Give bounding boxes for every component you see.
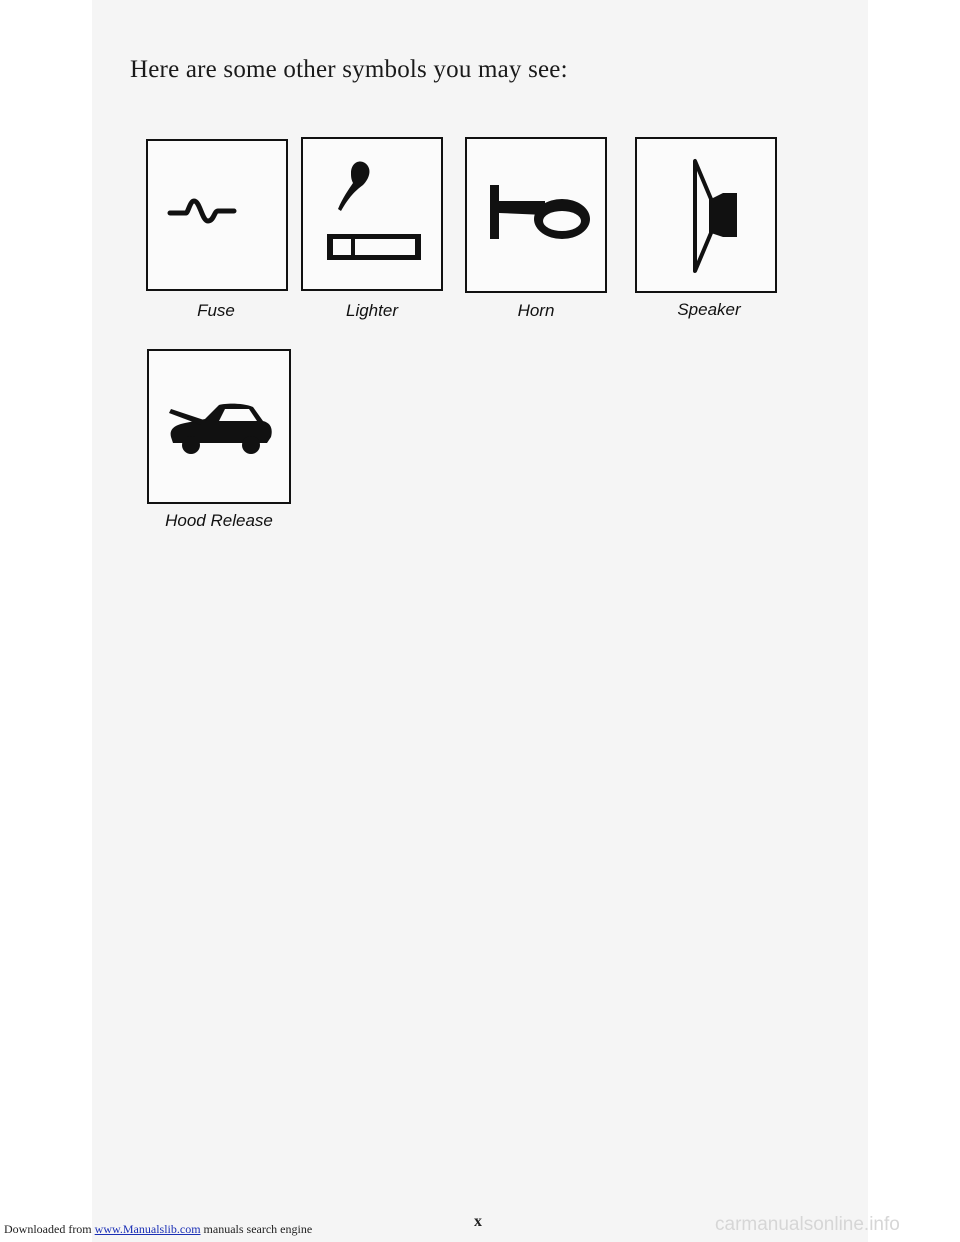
- download-footer: [4, 1222, 312, 1237]
- horn-caption: Horn: [517, 301, 555, 320]
- horn-icon: [467, 139, 607, 295]
- page-number: x: [474, 1213, 482, 1230]
- hood-release-icon: [149, 351, 293, 506]
- page-heading: Here are some other symbols you may see:: [130, 56, 568, 83]
- lighter-icon: [303, 139, 443, 291]
- footer-prefix: Downloaded from: [4, 1222, 92, 1236]
- fuse-icon: [148, 141, 288, 293]
- hood-release-symbol-box: [147, 349, 291, 504]
- lighter-caption: Lighter: [346, 301, 398, 320]
- speaker-caption: Speaker: [677, 300, 741, 319]
- horn-symbol-box: [465, 137, 607, 293]
- hood-release-caption: Hood Release: [165, 511, 273, 530]
- speaker-symbol-box: [635, 137, 777, 293]
- lighter-symbol-box: [301, 137, 443, 291]
- watermark: carmanualsonline.info: [715, 1214, 900, 1235]
- speaker-icon: [637, 139, 777, 295]
- fuse-symbol-box: [146, 139, 288, 291]
- fuse-caption: Fuse: [197, 301, 235, 320]
- manualslib-link[interactable]: www.Manualslib.com: [94, 1222, 201, 1236]
- footer-suffix: manuals search engine: [203, 1222, 313, 1236]
